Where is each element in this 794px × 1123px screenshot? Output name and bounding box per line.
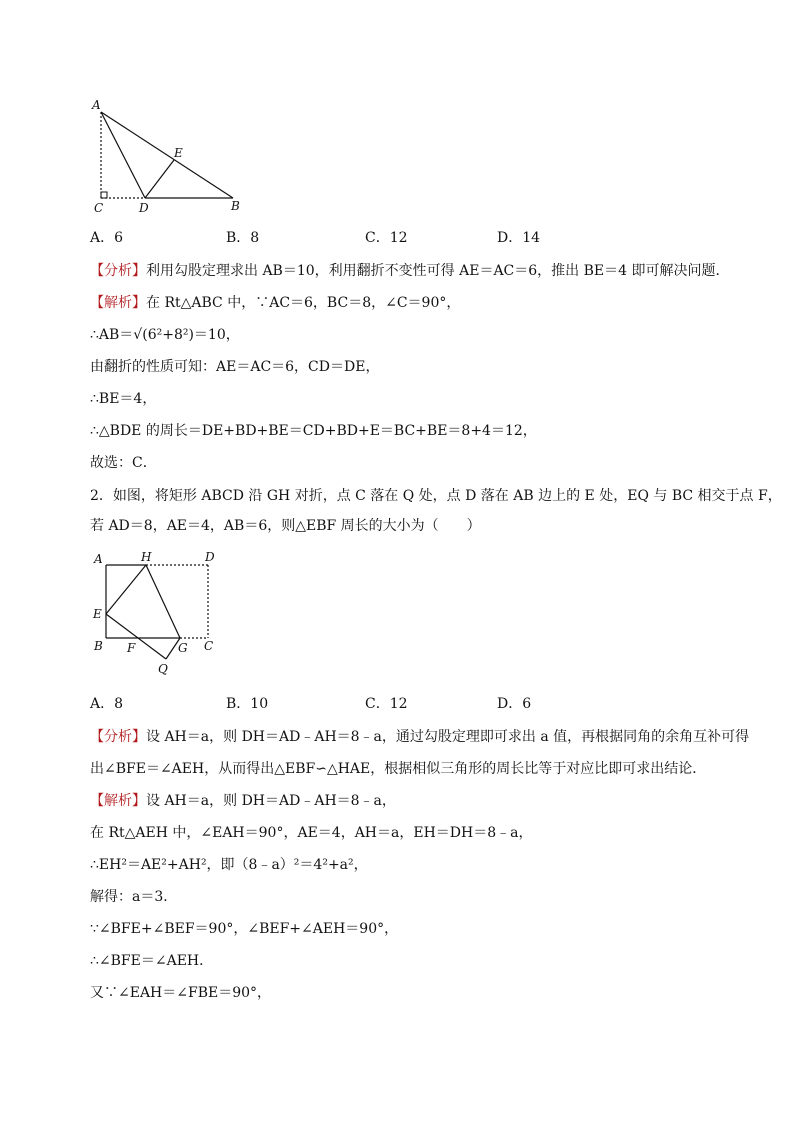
- q2-stem-line-2: 若 AD＝8，AE＝4，AB＝6，则△EBF 周长的大小为（ ）: [90, 518, 481, 534]
- q1-solution-line-2: ∴AB＝√(6²+8²)＝10，: [90, 327, 240, 343]
- q2-option-b: B．10: [226, 696, 269, 712]
- label-e: E: [174, 146, 183, 160]
- q2-analysis-line-2: 出∠BFE＝∠AEH，从而得出△EBF∽△HAE，根据相似三角形的周长比等于对应比即可求出结论．: [90, 761, 707, 777]
- label-a: A: [92, 98, 101, 112]
- q2-solution-line-4: 解得：a＝3．: [90, 889, 178, 905]
- q1-option-c: C．12: [365, 230, 408, 246]
- q2-option-d: D．6: [497, 696, 532, 712]
- figure-1-triangle: [88, 96, 248, 216]
- q2-solution-line-7: 又∵∠EAH＝∠FBE＝90°，: [90, 985, 272, 1001]
- q2-solution-tag: 【解析】: [90, 793, 146, 809]
- q2-solution-line-2: 在 Rt△AEH 中，∠EAH＝90°，AE＝4，AH＝a，EH＝DH＝8﹣a，: [90, 825, 533, 841]
- q2-analysis-text-1: 设 AH＝a，则 DH＝AD﹣AH＝8﹣a，通过勾股定理即可求出 a 值，再根据同角的余角互补可得: [146, 729, 750, 745]
- q1-solution-line-6: 故选：C．: [90, 455, 157, 471]
- segment-eq: [106, 614, 166, 659]
- label-a: A: [94, 552, 103, 566]
- q2-solution-line-6: ∴∠BFE＝∠AEH．: [90, 953, 214, 969]
- q1-solution-tag: 【解析】: [90, 295, 146, 311]
- segment-ad: [101, 112, 145, 198]
- label-g: G: [178, 641, 188, 655]
- segment-de: [145, 160, 174, 198]
- q1-option-d: D．14: [497, 230, 541, 246]
- label-f: F: [127, 641, 136, 655]
- segment-hg: [146, 565, 180, 638]
- q2-solution-line-1: [90, 791, 396, 811]
- label-h: H: [141, 550, 152, 564]
- q1-solution-line-5: ∴△BDE 的周长＝DE+BD+BE＝CD+BD+E＝BC+BE＝8+4＝12，: [90, 423, 537, 439]
- q2-solution-text-1: 设 AH＝a，则 DH＝AD﹣AH＝8﹣a，: [146, 793, 396, 809]
- label-c: C: [94, 201, 104, 215]
- segment-he: [106, 565, 146, 614]
- q1-solution-line-3: 由翻折的性质可知：AE＝AC＝6，CD＝DE，: [90, 359, 380, 375]
- q2-option-a: A．8: [90, 696, 124, 712]
- label-b: B: [94, 639, 103, 653]
- q1-option-a: A．6: [90, 230, 124, 246]
- q1-solution-line-1: [90, 293, 460, 313]
- q2-option-c: C．12: [365, 696, 408, 712]
- segment-ab: [101, 112, 233, 198]
- label-d: D: [139, 201, 149, 215]
- q1-analysis-text: 利用勾股定理求出 AB＝10，利用翻折不变性可得 AE＝AC＝6，推出 BE＝4 即可解决问题．: [146, 263, 730, 279]
- label-e: E: [93, 607, 102, 621]
- q2-solution-line-5: ∵∠BFE+∠BEF＝90°，∠BEF+∠AEH＝90°，: [90, 921, 399, 937]
- q1-analysis-tag: 【分析】: [90, 263, 146, 279]
- q1-option-b: B．8: [226, 230, 260, 246]
- right-angle-mark: [101, 192, 107, 198]
- label-c: C: [204, 639, 214, 653]
- q2-analysis-tag: 【分析】: [90, 729, 146, 745]
- label-d: D: [205, 550, 215, 564]
- q2-analysis-line-1: [90, 727, 749, 747]
- q2-solution-line-3: ∴EH²＝AE²+AH²，即（8﹣a）²＝4²+a²，: [90, 857, 368, 873]
- figure-2-rectangle: [88, 548, 228, 676]
- q1-analysis: [90, 261, 730, 281]
- q2-stem-line-1: 2．如图，将矩形 ABCD 沿 GH 对折，点 C 落在 Q 处，点 D 落在 AB 边上的 E 处，EQ 与 BC 相交于点 F，: [90, 488, 782, 504]
- q1-solution-text-1: 在 Rt△ABC 中，∵AC＝6，BC＝8，∠C＝90°，: [146, 295, 461, 311]
- q1-solution-line-4: ∴BE＝4，: [90, 391, 157, 407]
- label-q: Q: [158, 662, 168, 676]
- label-b: B: [231, 199, 240, 213]
